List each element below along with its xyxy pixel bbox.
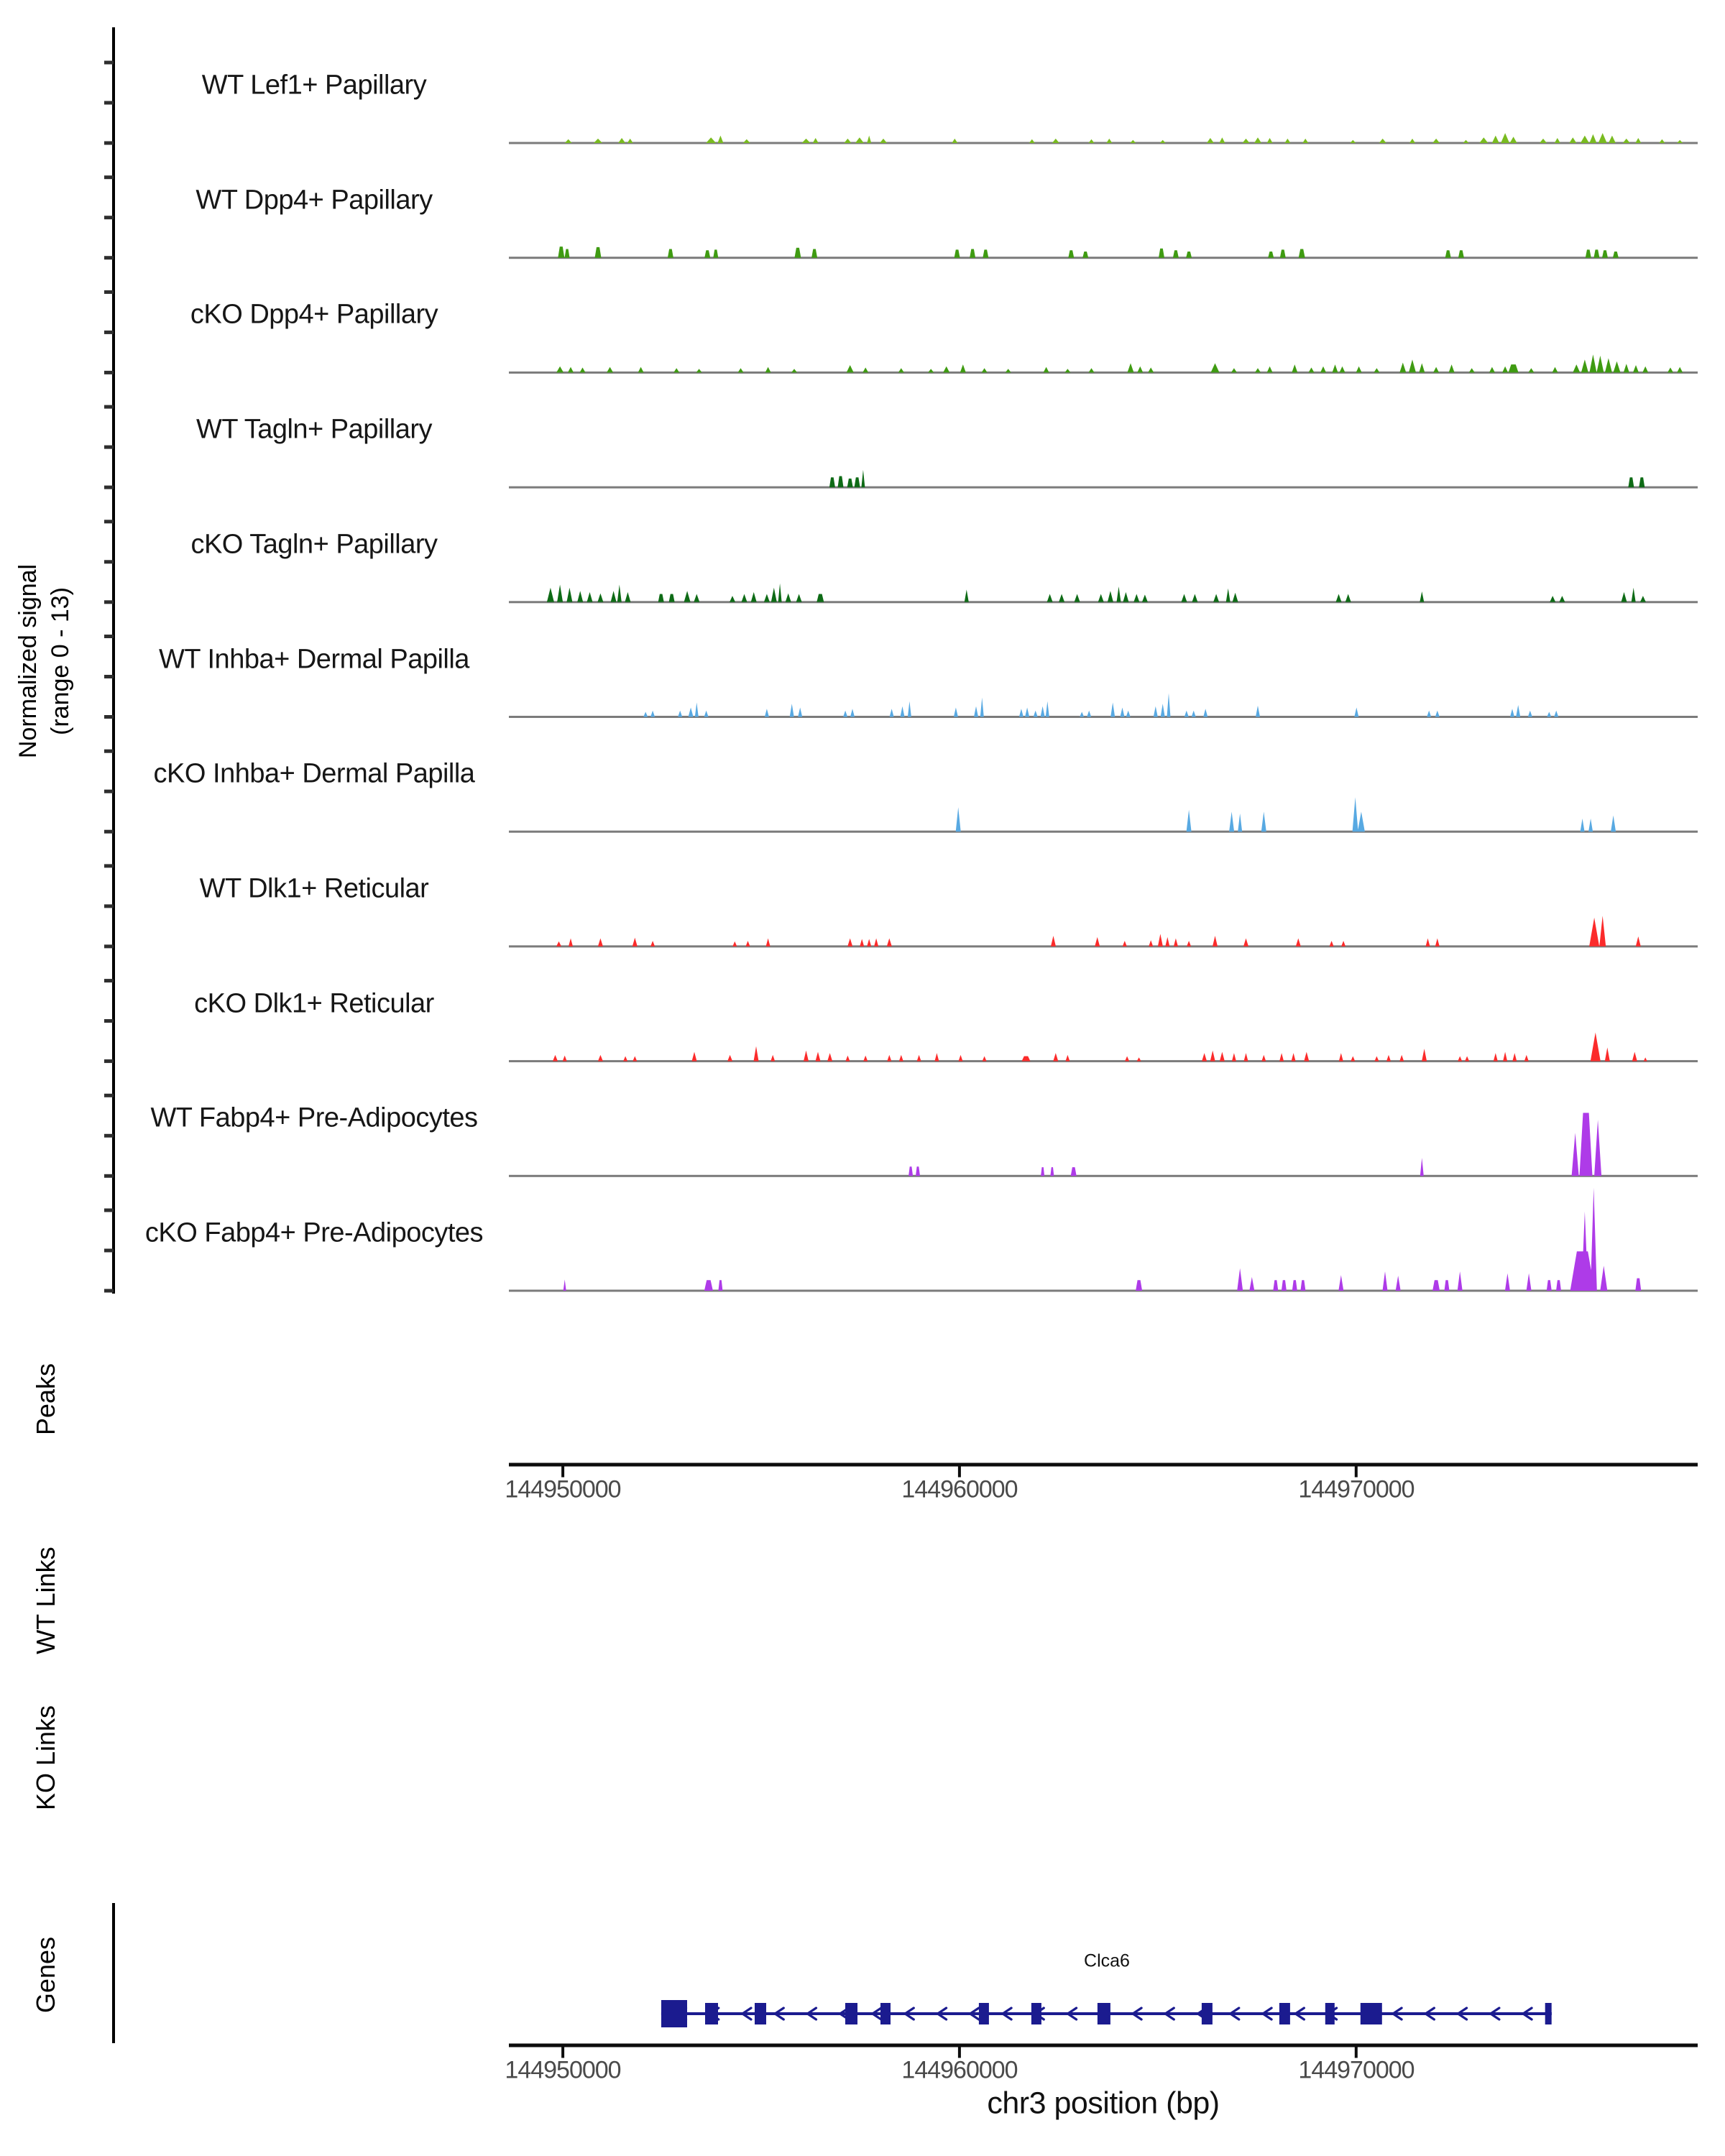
y-axis-tick (104, 331, 114, 334)
y-axis-tick (104, 1019, 114, 1023)
y-axis-tick (104, 1134, 114, 1138)
gene-exon (1098, 2003, 1110, 2024)
gene-exon (880, 2003, 891, 2024)
section-label-peaks: Peaks (31, 1363, 60, 1436)
section-label-wt-links: WT Links (31, 1547, 60, 1654)
y-axis-tick (104, 830, 114, 834)
y-axis-tick (104, 216, 114, 219)
track-baseline (509, 945, 1698, 947)
signal-track-peaks (829, 470, 1644, 487)
genes-axis-line (112, 1903, 115, 2043)
ruler2-tick-label-144970000: 144970000 (1298, 2056, 1414, 2084)
section-label-ko-links: KO Links (31, 1705, 60, 1811)
track-label-wt-fabp4: WT Fabp4+ Pre-Adipocytes (150, 1102, 478, 1133)
gene-exon (755, 2003, 766, 2024)
y-axis-tick (104, 715, 114, 719)
ruler1-tick-label-144970000: 144970000 (1298, 1475, 1414, 1503)
track-baseline (509, 372, 1698, 374)
genomic-ruler-line (509, 2044, 1698, 2047)
gene-exon (1325, 2003, 1335, 2024)
y-axis-tick (104, 520, 114, 523)
genomic-ruler-line (509, 1463, 1698, 1467)
y-axis-label-line2: (range 0 - 13) (47, 587, 74, 736)
track-label-cko-dpp4: cKO Dpp4+ Papillary (190, 299, 438, 330)
signal-track-peaks (556, 354, 1683, 372)
y-axis-tick (104, 979, 114, 982)
y-axis-tick (104, 1209, 114, 1212)
ruler1-tick-label-144960000: 144960000 (901, 1475, 1018, 1503)
track-baseline (509, 487, 1698, 489)
track-label-cko-fabp4: cKO Fabp4+ Pre-Adipocytes (144, 1217, 484, 1248)
y-axis-tick (104, 405, 114, 409)
y-axis-tick (104, 1174, 114, 1178)
x-axis-title: chr3 position (bp) (987, 2086, 1220, 2121)
track-baseline (509, 1175, 1698, 1177)
gene-exon (1202, 2003, 1213, 2024)
signal-track-peaks (956, 797, 1616, 831)
y-axis-tick (104, 600, 114, 604)
track-baseline (509, 831, 1698, 833)
ruler2-tick-label-144950000: 144950000 (505, 2056, 621, 2084)
track-label-wt-inhba: WT Inhba+ Dermal Papilla (159, 644, 469, 674)
y-axis-tick (104, 675, 114, 678)
signal-track-peaks (908, 1113, 1601, 1176)
track-baseline (509, 1290, 1698, 1292)
y-axis-tick (104, 944, 114, 948)
track-baseline (509, 257, 1698, 259)
signal-track-peaks (547, 584, 1646, 602)
track-label-wt-tagln: WT Tagln+ Papillary (196, 414, 433, 445)
y-axis-tick (104, 290, 114, 294)
track-label-cko-tagln: cKO Tagln+ Papillary (190, 529, 438, 560)
gene-exon (1361, 2003, 1382, 2024)
gene-exon (1545, 2003, 1552, 2024)
signal-track-peaks (558, 247, 1619, 258)
y-axis-tick (104, 864, 114, 867)
gene-exon (1279, 2003, 1290, 2024)
track-baseline (509, 142, 1698, 144)
y-axis-tick (104, 371, 114, 374)
gene-exon (845, 2003, 857, 2024)
y-axis-tick (104, 142, 114, 145)
signal-track-peaks (643, 694, 1558, 717)
signal-track-peaks (565, 133, 1683, 143)
y-axis-tick (104, 101, 114, 105)
y-axis-tick (104, 904, 114, 908)
y-axis-tick (104, 750, 114, 753)
track-label-cko-dlk1: cKO Dlk1+ Reticular (194, 988, 434, 1019)
gene-exon (1031, 2003, 1041, 2024)
y-axis-tick (104, 1249, 114, 1253)
y-axis-tick (104, 486, 114, 489)
section-label-genes: Genes (31, 1936, 60, 2014)
y-axis-tick (104, 635, 114, 638)
track-label-wt-dlk1: WT Dlk1+ Reticular (199, 873, 429, 904)
ruler2-tick-label-144960000: 144960000 (901, 2056, 1018, 2084)
y-axis-tick (104, 1289, 114, 1293)
track-baseline (509, 1060, 1698, 1062)
ruler1-tick-label-144950000: 144950000 (505, 1475, 621, 1503)
y-axis-tick (104, 560, 114, 563)
gene-exon (979, 2003, 989, 2024)
gene-exon (661, 2000, 687, 2027)
y-axis-tick (104, 446, 114, 449)
track-label-cko-inhba: cKO Inhba+ Dermal Papilla (153, 758, 475, 789)
y-axis-label (12, 564, 77, 758)
gene-label-clca6: Clca6 (1084, 1950, 1130, 1971)
signal-track-peaks (556, 916, 1641, 946)
track-label-wt-lef1: WT Lef1+ Papillary (201, 70, 427, 101)
track-label-wt-dpp4: WT Dpp4+ Papillary (196, 185, 433, 216)
y-axis-tick (104, 790, 114, 793)
y-axis-tick (104, 61, 114, 65)
signal-track-peaks (564, 1188, 1642, 1291)
y-axis-tick (104, 1059, 114, 1063)
y-axis-tick (104, 256, 114, 259)
y-axis-tick (104, 1094, 114, 1097)
y-axis-label-line1: Normalized signal (14, 563, 42, 759)
signal-track-peaks (553, 1033, 1647, 1061)
y-axis-tick (104, 175, 114, 179)
gene-exon (705, 2003, 718, 2024)
